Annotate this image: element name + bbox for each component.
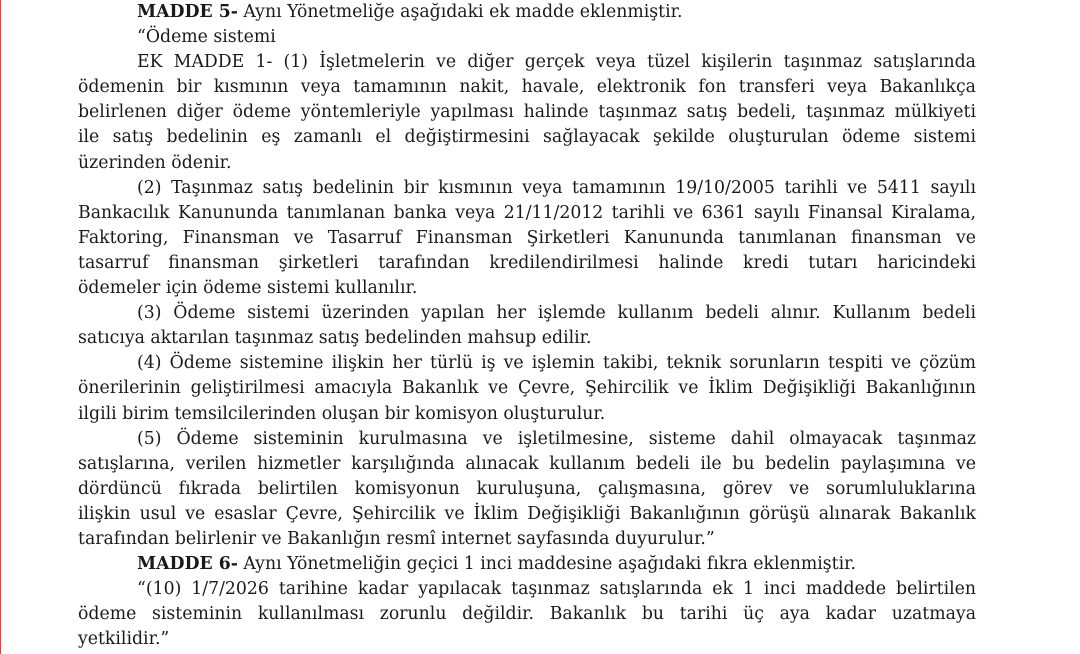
text-line: üzerinden ödenir. — [78, 152, 232, 173]
text-line: ödemenin bir kısmının veya tamamının nakit, havale, elektronik fon transferi veya Bakanlıkça — [78, 77, 976, 98]
text-line: önerilerinin geliştirilmesi amacıyla Bakanlık ve Çevre, Şehircilik ve İklim Değişikliği Bakanlığının — [78, 378, 976, 399]
text-line: satıcıya aktarılan taşınmaz satış bedelinden mahsup edilir. — [78, 328, 592, 349]
text-line: “(10) 1/7/2026 tarihine kadar yapılacak taşınmaz satışlarında ek 1 inci maddede belirtilen — [137, 579, 976, 600]
text-line: ile satış bedelinin eş zamanlı el değiştirmesini sağlayacak şekilde oluşturulan ödeme sistemi — [78, 127, 976, 148]
text-line: tasarruf finansman şirketleri tarafından kredilendirilmesi halinde kredi tutarı haricindeki — [78, 252, 976, 273]
document-body — [78, 0, 976, 652]
text-line: ödeme sisteminin kullanılması zorunlu değildir. Bakanlık bu tarihi üç aya kadar uzatmaya — [78, 604, 976, 625]
text-line: MADDE 6- Aynı Yönetmeliğin geçici 1 inci maddesine aşağıdaki fıkra eklenmiştir. — [137, 554, 856, 575]
text-line: ödemeler için ödeme sistemi kullanılır. — [78, 278, 418, 299]
text-line: MADDE 5- Aynı Yönetmeliğe aşağıdaki ek madde eklenmiştir. — [137, 2, 683, 22]
text-line: Bankacılık Kanununda tanımlanan banka veya 21/11/2012 tarihli ve 6361 sayılı Finansal Kiralama, — [78, 202, 976, 223]
text-line: dördüncü fıkrada belirtilen komisyonun kuruluşuna, çalışmasına, görev ve sorumluluklarına — [78, 478, 976, 499]
text-line: (2) Taşınmaz satış bedelinin bir kısmının veya tamamının 19/10/2005 tarihli ve 5411 sayılı — [137, 177, 976, 198]
page-left-rule — [0, 0, 1, 654]
text-line: Faktoring, Finansman ve Tasarruf Finansman Şirketleri Kanununda tanımlanan finansman ve — [78, 227, 976, 248]
text-line: (5) Ödeme sisteminin kurulmasına ve işletilmesine, sisteme dahil olmayacak taşınmaz — [137, 428, 976, 449]
text-line: (3) Ödeme sistemi üzerinden yapılan her işlemde kullanım bedeli alınır. Kullanım bedeli — [137, 303, 976, 324]
text-line: ilgili birim temsilcilerinden oluşan bir komisyon oluşturulur. — [78, 403, 606, 424]
text-line: belirlenen diğer ödeme yöntemleriyle yapılması halinde taşınmaz satış bedeli, taşınmaz mülkiyeti — [78, 102, 976, 123]
text-line: satışlarına, verilen hizmetler karşılığında alınacak kullanım bedeli ile bu bedelin paylaşımına ve — [78, 453, 976, 474]
article-heading: MADDE 5- — [137, 2, 238, 22]
text-line: “Ödeme sistemi — [137, 27, 276, 48]
text-line: ilişkin usul ve esaslar Çevre, Şehircilik ve İklim Değişikliği Bakanlığının görüşü alınarak Bakanlık — [78, 503, 976, 524]
article-heading: MADDE 6- — [137, 554, 238, 575]
text-line: (4) Ödeme sistemine ilişkin her türlü iş ve işlemin takibi, teknik sorunların tespiti ve çözüm — [137, 353, 976, 374]
text-line: EK MADDE 1- (1) İşletmelerin ve diğer gerçek veya tüzel kişilerin taşınmaz satışlarında — [137, 52, 976, 73]
text-line: yetkilidir.” — [78, 629, 170, 650]
text-line: tarafından belirlenir ve Bakanlığın resmî internet sayfasında duyurulur.” — [78, 528, 715, 549]
